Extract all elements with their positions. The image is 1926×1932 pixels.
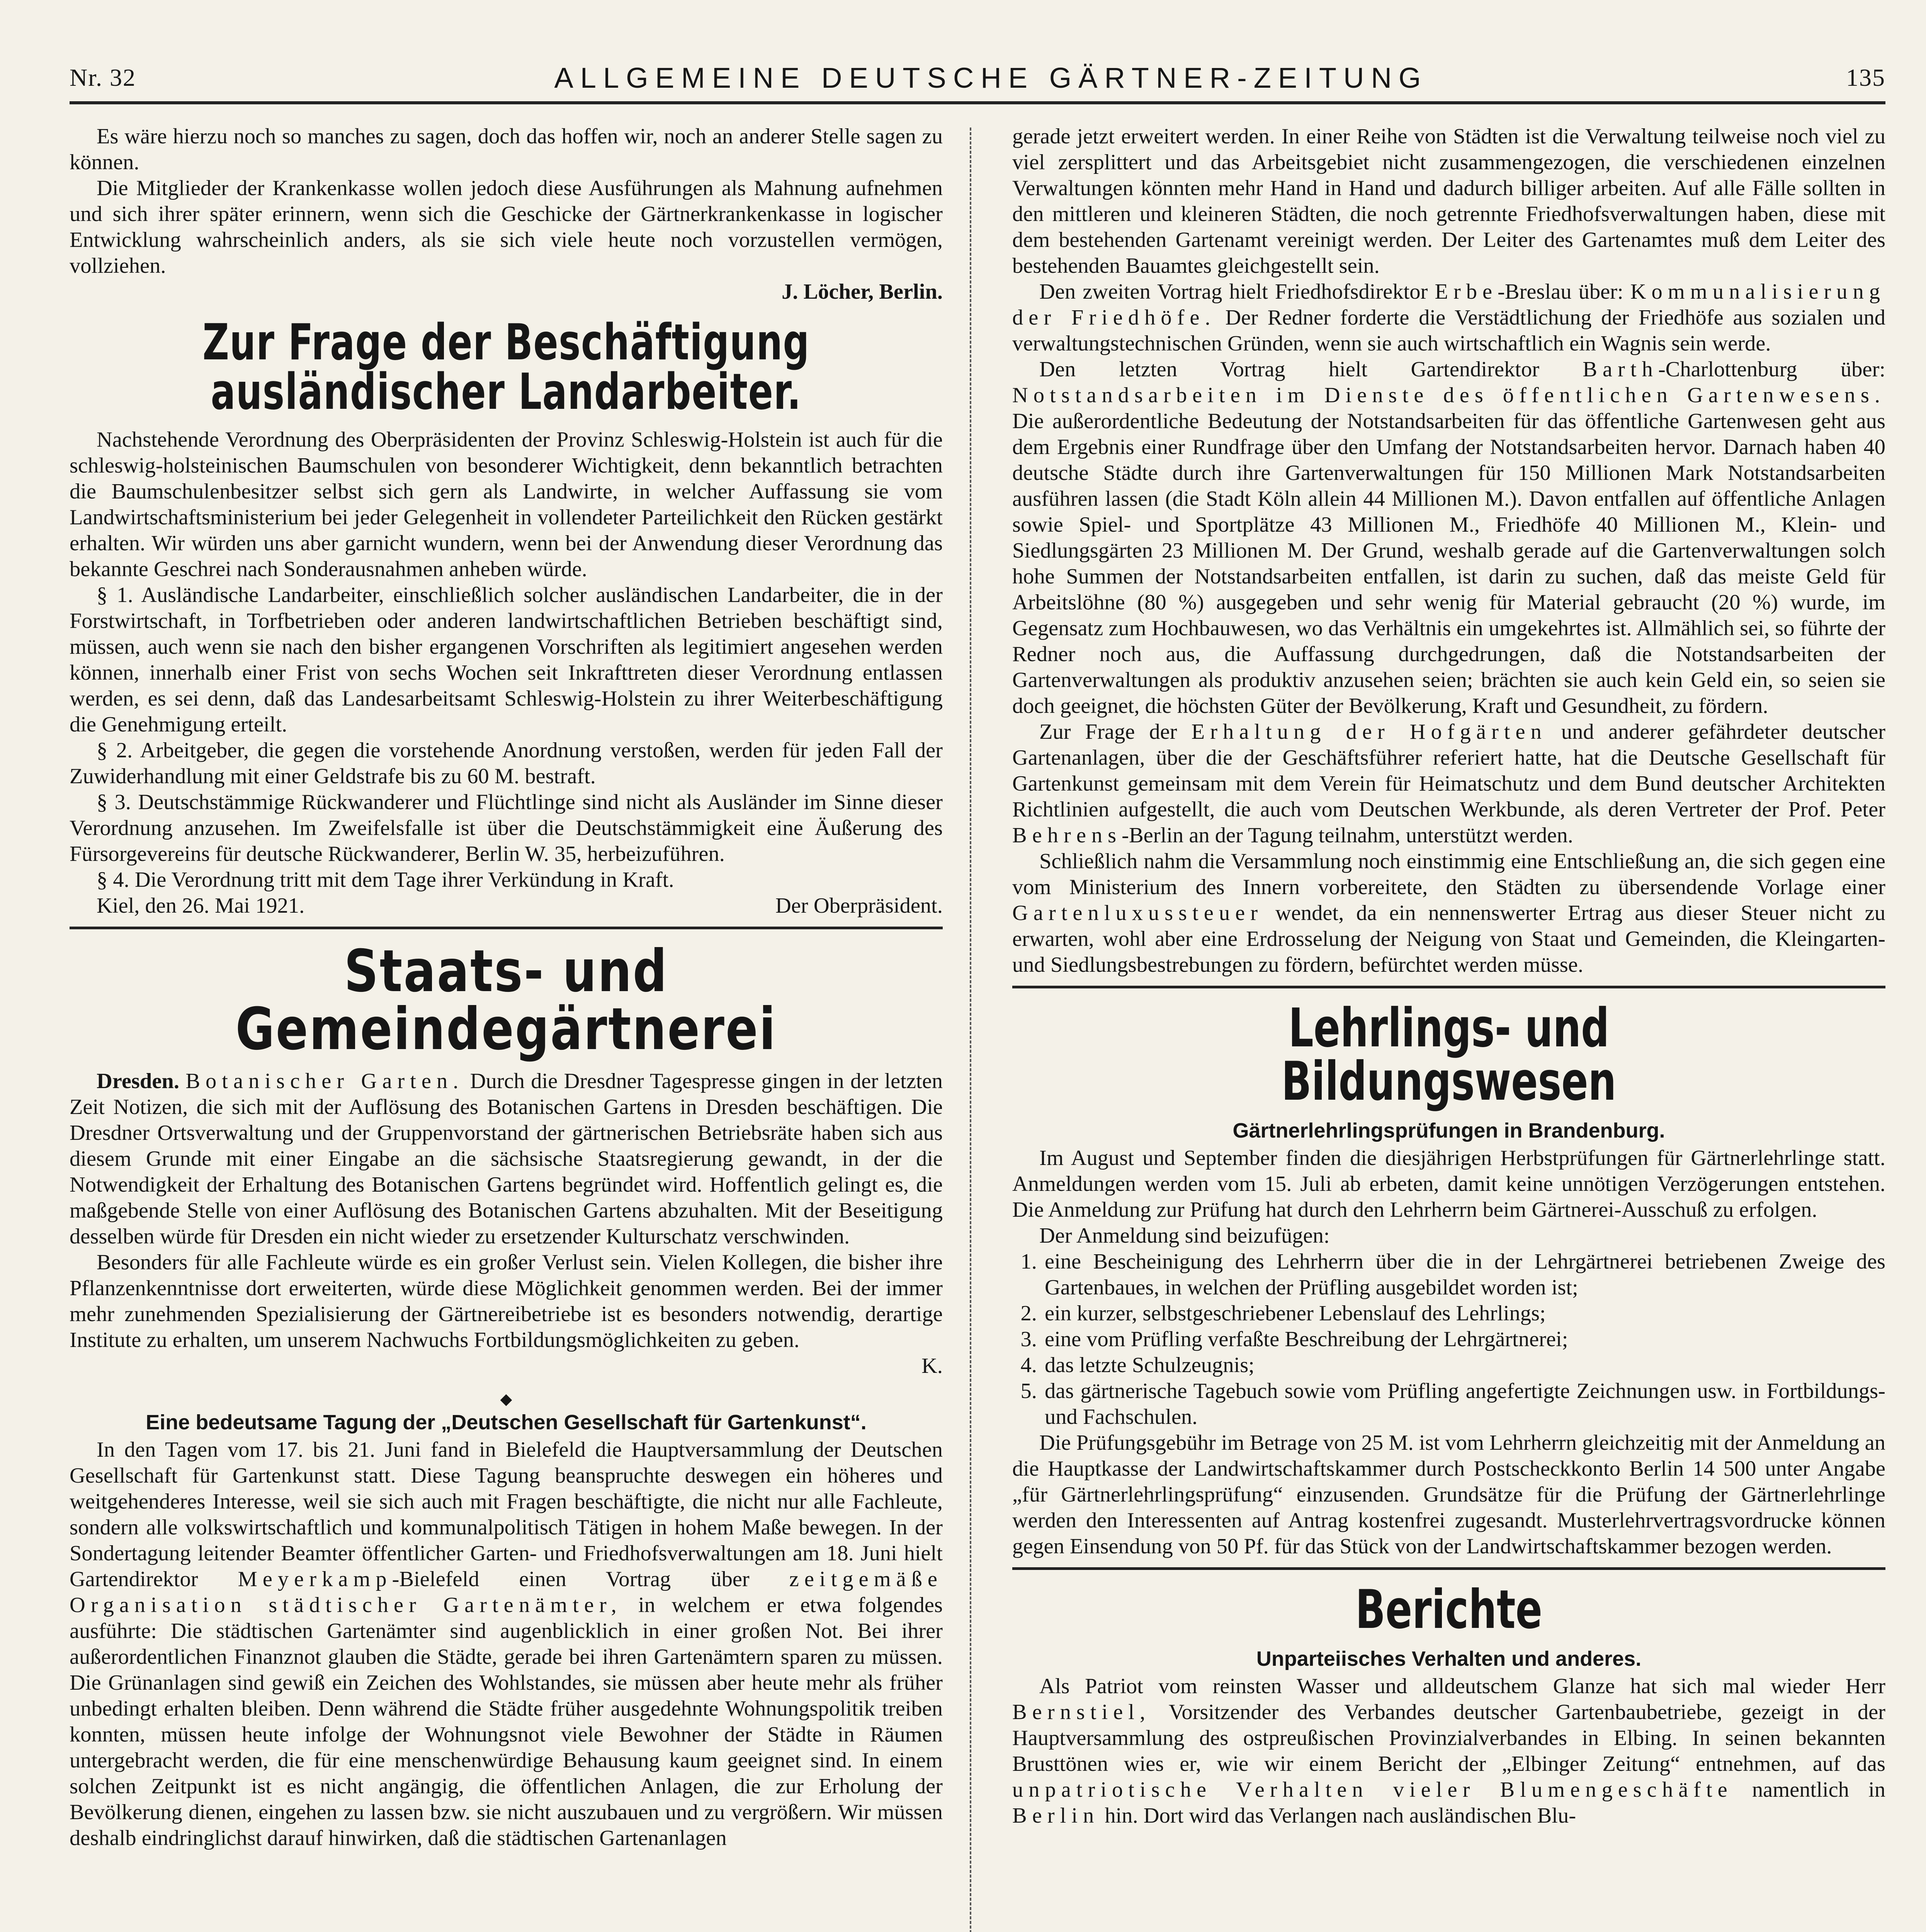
section-rule — [1012, 1567, 1885, 1570]
berichte-text: Vorsitzender des Verbandes deutscher Gartenbaubetriebe, gezeigt in der Hauptversammlung des ostpreußischen Provinzialverbandes in Elbing. In seinen bekannten Brusttönen wies er, wie wir einem Bericht der „Elbinger Zeitung“ entnehmen, auf das — [1012, 1700, 1885, 1776]
page-header — [70, 58, 1885, 104]
intro-paragraph: Es wäre hierzu noch so manches zu sagen, doch das hoffen wir, noch an anderer Stelle sagen zu können. — [70, 124, 943, 174]
tagung-text: Den letzten Vortrag hielt Gartendirektor — [1039, 357, 1540, 381]
section-paragraph: § 4. Die Verordnung tritt mit dem Tage ihrer Verkündung in Kraft. — [97, 868, 674, 892]
tagung-paragraph — [1012, 719, 1885, 849]
talk-topic: Gartenluxussteuer — [1012, 901, 1263, 925]
section-subtitle: Unparteiisches Verhalten und anderes. — [1256, 1647, 1642, 1670]
dresden-text: Besonders für alle Fachleute würde es ein großer Verlust sein. Vielen Kollegen, die bisher ihre Pflanzenkenntnisse dort erweiterten, würde diese Möglichkeit genommen werden. Bei der immer mehr zunehmenden Spezialisierung der Gärtnereibetriebe ist es besonders notwendig, derartige Institute zu erhalten, um unserem Nachwuchs Fortbildungsmöglichkeiten zu geben. — [70, 1250, 943, 1352]
left-column — [70, 124, 943, 1932]
tagung-paragraph — [1012, 849, 1885, 978]
tagung-paragraph — [1012, 279, 1885, 357]
list-item: 3. eine vom Prüfling verfaßte Beschreibung der Lehrgärtnerei; — [1042, 1327, 1885, 1352]
tagung-text: In den Tagen vom 17. bis 21. Juni fand in Bielefeld die Hauptversammlung der Deutschen Gesellschaft für Gartenkunst statt. Diese Tagung beanspruchte deswegen ein höheres und weitgehenderes Interesse, weil sie sich auch mit Fragen beschäftigte, die nicht nur alle Fachleute, sondern alle volkswirtschaftlich und kommunalpolitisch Tätigen in hohem Maße bewegen. In der Sondertagung leitender Beamter öffentlicher Garten- und Friedhofsverwaltungen am 18. Juni hielt Gartendirektor — [70, 1438, 943, 1591]
section-paragraph: § 1. Ausländische Landarbeiter, einschließlich solcher ausländischen Landarbeiter, die in der Forstwirtschaft, in Torfbetrieben oder anderen landwirtschaftlichen Betrieben beschäftigt sind, müssen, auch wenn sie nach den bisher ergangenen Vorschriften als legitimiert angesehen werden können, innerhalb einer Frist von sechs Wochen seit Inkrafttreten dieser Verordnung entlassen werden, es sei denn, daß das Landesarbeitsamt Schleswig-Holstein zu ihrer Weiterbeschäftigung die Genehmigung erteilt. — [70, 583, 943, 736]
section-headline: Staats- und Gemeindegärtnerei — [235, 938, 777, 1063]
tagung-text: -Charlottenburg über: — [1658, 357, 1885, 381]
intro-paragraph: Die Mitglieder der Krankenkasse wollen jedoch diese Ausführungen als Mahnung aufnehmen und sich ihrer später erinnern, wenn sich die Geschicke der Gärtnerkrankenkasse in logischer Entwicklung wahrscheinlich anders, als sie sich viele heute noch vorzustellen vermögen, vollziehen. — [70, 176, 943, 278]
city-name: Berlin — [1012, 1804, 1100, 1828]
tagung-text: -Bielefeld einen Vortrag über — [392, 1567, 750, 1591]
separator-dot: ◆ — [500, 1390, 512, 1408]
talk-topic: Kommunalisierung der Friedhöfe. — [1012, 280, 1885, 330]
right-column — [1012, 124, 1885, 1932]
berichte-text: namentlich in — [1752, 1778, 1885, 1802]
dresden-text: Durch die Dresdner Tagespresse gingen in der letzten Zeit Notizen, die sich mit der Auflösung des Botanischen Gartens in Dresden beschäftigen. Die Dresdner Ortsverwaltung und der Gruppenvorstand der gärtnerischen Betriebsräte haben sich aus diesem Grunde mit einer Eingabe an die sächsische Staatsregierung gewandt, in der die Notwendigkeit der Erhaltung des Botanischen Gartens begründet wird. Hoffentlich gelingt es, die maßgebende Stelle von einer Auflösung des Botanischen Gartens abzuhalten. Mit der Beseitigung desselben würde für Dresden ein nicht wieder zu ersetzender Kulturschatz verschwinden. — [70, 1069, 943, 1248]
lehrling-paragraph: Im August und September finden die diesjährigen Herbstprüfungen für Gärtnerlehrlinge statt. Anmeldungen werden vom 15. Juli ab erbeten, damit keine unnötigen Verzögerungen entstehen. Die Anmeldung zur Prüfung hat durch den Lehrherrn beim Gärtnerei-Ausschuß zu erfolgen. — [1012, 1146, 1885, 1222]
speaker-name: Erbe — [1435, 280, 1498, 304]
decree-signature-line — [70, 893, 943, 919]
section-subtitle: Gärtnerlehrlingsprüfungen in Brandenburg. — [1232, 1119, 1665, 1142]
continued-paragraph: gerade jetzt erweitert werden. In einer Reihe von Städten ist die Verwaltung teilweise noch viel zu viel zersplittert und das Arbeitsgebiet nicht zusammengezogen, die verschiedenen einzelnen Verwaltungen könnten mehr Hand in Hand und dadurch billiger arbeiten. Auf alle Fälle sollten in den mittleren und kleineren Städten, die noch getrennte Friedhofsverwaltungen haben, diese mit dem bestehenden Gartenamt vereinigt werden. Der Leiter des Gartenamtes muß dem Leiter des bestehenden Bauamtes gleichgestellt sein. — [1012, 124, 1885, 278]
column-divider — [970, 128, 971, 1932]
tagung-text: Schließlich nahm die Versammlung noch einstimmig eine Entschließung an, die sich gegen eine vom Ministerium des Innern vorbereitete, den Städten zu übersendende Vorlage einer — [1012, 849, 1885, 899]
requirements-list — [1012, 1249, 1885, 1430]
person-name: Bernstiel, — [1012, 1700, 1151, 1724]
dateline-city: Dresden. — [97, 1069, 179, 1093]
tagung-paragraph — [70, 1437, 943, 1851]
tagung-title: Eine bedeutsame Tagung der „Deutschen Gesellschaft für Gartenkunst“. — [146, 1411, 867, 1434]
section-paragraph: § 2. Arbeitgeber, die gegen die vorstehende Anordnung verstoßen, werden für jeden Fall der Zuwiderhandlung mit einer Geldstrafe bis zu 60 M. bestraft. — [70, 738, 943, 788]
tagung-text: wendet, da ein nennenswerter Ertrag aus dieser Steuer nicht zu erwarten, wohl aber eine Erdrosselung der Neigung von Staat und Gemeinden, die Kleingarten- und Siedlungsbestrebungen zu fördern, befürchtet werden müsse. — [1012, 901, 1885, 977]
tagung-text: -Breslau über: — [1498, 280, 1623, 304]
berichte-text: Als Patriot vom reinsten Wasser und alldeutschem Glanze hat sich mal wieder Herr — [1039, 1674, 1885, 1698]
list-item: 4. das letzte Schulzeugnis; — [1042, 1352, 1885, 1378]
tagung-paragraph — [1012, 357, 1885, 719]
emphasis-phrase: unpatriotische Verhalten vieler Blumengeschäfte — [1012, 1778, 1733, 1802]
dresden-paragraph — [70, 1068, 943, 1250]
section-headline: Lehrlings- und Bildungswesen — [1281, 997, 1617, 1112]
place-date: Kiel, den 26. Mai 1921. — [97, 894, 305, 918]
section-rule — [70, 927, 943, 929]
berichte-paragraph — [1012, 1673, 1885, 1829]
section-paragraph: § 3. Deutschstämmige Rückwanderer und Flüchtlinge sind nicht als Ausländer im Sinne dieser Verordnung anzusehen. Im Zweifelsfalle ist über die Deutschstämmigkeit eine Äußerung des Fürsorgevereins für deutsche Rückwanderer, Berlin W. 35, herbeizuführen. — [70, 790, 943, 866]
list-item: 2. ein kurzer, selbstgeschriebener Lebenslauf des Lehrlings; — [1042, 1301, 1885, 1327]
list-item: 1. eine Bescheinigung des Lehrherrn über die in der Lehrgärtnerei betriebenen Zweige des Gartenbaues, in welchen der Prüfling ausgebildet worden ist; — [1042, 1249, 1885, 1301]
berichte-text: hin. Dort wird das Verlangen nach ausländischen Blu- — [1105, 1804, 1576, 1828]
tagung-text: Der Redner forderte die Verstädtlichung der Friedhöfe aus sozialen und verwaltungstechnischen Gründen, wenn sie auch wirtschaftlich ein Wagnis sein werde. — [1012, 306, 1885, 355]
list-item: 5. das gärtnerische Tagebuch sowie vom Prüfling angefertigte Zeichnungen usw. in Fortbildungs- und Fachschulen. — [1042, 1378, 1885, 1430]
intro-signature-line — [70, 279, 943, 305]
author-signature: J. Löcher, Berlin. — [782, 280, 943, 304]
talk-topic: Erhaltung der Hofgärten — [1191, 720, 1547, 744]
person-name: Behrens — [1012, 823, 1122, 847]
issue-number: Nr. 32 — [70, 64, 136, 91]
article-headline: Zur Frage der Beschäftigung ausländischer Landarbeiter. — [202, 314, 810, 421]
section-rule — [1012, 986, 1885, 988]
dateline-topic: Botanischer Garten. — [185, 1069, 464, 1093]
dresden-signature-line — [70, 1353, 943, 1379]
lehrling-paragraph: Der Anmeldung sind beizufügen: — [1039, 1224, 1330, 1248]
tagung-text: Den zweiten Vortrag hielt Friedhofsdirektor — [1039, 280, 1428, 304]
dresden-para2 — [70, 1250, 943, 1353]
tagung-text: -Berlin an der Tagung teilnahm, unterstützt werden. — [1122, 823, 1573, 847]
dresden-signature: K. — [921, 1354, 943, 1378]
talk-topic: Notstandsarbeiten im Dienste des öffentlichen Gartenwesens. — [1012, 383, 1885, 407]
tagung-text: Die außerordentliche Bedeutung der Notstandsarbeiten für das öffentliche Gartenwesen geht aus dem Ergebnis einer Rundfrage über den Umfang der Notstandsarbeiten hervor. Darnach haben 40 deutsche Städte durch ihre Gartenverwaltungen für 150 Millionen Mark Notstandsarbeiten ausführen lassen (die Stadt Köln allein 44 Millionen M.). Davon entfallen auf öffentliche Anlagen sowie Spiel- und Sportplätze 43 Millionen M., Friedhöfe 40 Millionen M., Klein- und Siedlungsgärten 23 Millionen M. Der Grund, weshalb gerade auf die Gartenverwaltungen solch hohe Summen der Notstandsarbeiten entfallen, ist darin zu suchen, daß das meiste Geld für Arbeitslöhne (80 %) ausgegeben und sehr wenig für Material gebraucht (20 %) wurde, im Gegensatz zum Hochbauwesen, wo das Verhältnis ein umgekehrtes ist. Allmählich sei, so führte der Redner noch aus, die Auffassung durchgedrungen, daß die Notstandsarbeiten der Gartenverwaltungen als produktiv anzusehen seien; brächten sie auch kein Geld ein, so seien sie doch geeignet, die höchsten Güter der Bevölkerung, Kraft und Gesundheit, zu fördern. — [1012, 409, 1885, 718]
talk-topic: zeitgemäße Organisation städtischer Gartenämter, — [70, 1567, 943, 1617]
speaker-name: Meyerkamp — [238, 1567, 392, 1591]
page-number: 135 — [1846, 64, 1885, 91]
tagung-text: Zur Frage der — [1039, 720, 1177, 744]
decree-signer: Der Oberpräsident. — [775, 894, 943, 918]
newspaper-title: ALLGEMEINE DEUTSCHE GÄRTNER-ZEITUNG — [554, 61, 1428, 94]
tagung-text: in welchem er etwa folgendes ausführte: Die städtischen Gartenämter sind augenblicklich in einer großen Not. Bei ihrer außerordentlichen Finanznot glauben die Städte, gerade bei ihren Gartenämtern sparen zu müssen. Die Grünanlagen sind gewiß ein Zeichen des Wohlstandes, sie müssen aber heute mehr als früher unbedingt erhalten bleiben. Denn während die Städte früher ausgedehnte Wohnungspolitik treiben konnten, müssen heute infolge der Wohnungsnot viele Bewohner der Städte in Räumen untergebracht werden, die für eine menschenwürdige Behausung kaum geeignet sind. In einem solchen Zeitpunkt ist es nicht angängig, die öffentlichen Anlagen, die zur Erholung der Bevölkerung dienen, eingehen zu lassen bzw. sie nicht auszubauen und zu vergrößern. Wir müssen deshalb eindringlichst darauf hinwirken, daß die städtischen Gartenanlagen — [70, 1593, 943, 1850]
section-headline: Berichte — [1355, 1578, 1542, 1641]
tagung-text: und anderer gefährdeter deutscher Gartenanlagen, über die der Geschäftsführer referiert hatte, hat die Deutsche Gesellschaft für Gartenkunst gemeinsam mit dem Verein für Heimatschutz und dem Bund deutscher Architekten Richtlinien aufgestellt, die auch vom Deutschen Werkbunde, als deren Vertreter der Prof. Peter — [1012, 720, 1885, 821]
lehrling-paragraph: Die Prüfungsgebühr im Betrage von 25 M. ist vom Lehrherrn gleichzeitig mit der Anmeldung an die Hauptkasse der Landwirtschaftskammer durch Postscheckkonto Berlin 14 500 unter Angabe „für Gärtnerlehrlingsprüfung“ einzusenden. Grundsätze für die Prüfung der Gärtnerlehrlinge werden den Interessenten auf Antrag kostenfrei zugesandt. Musterlehrvertragsvordrucke können gegen Einsendung von 50 Pf. für das Stück von der Landwirtschaftskammer bezogen werden. — [1012, 1431, 1885, 1558]
speaker-name: Barth — [1583, 357, 1658, 381]
article-paragraph: Nachstehende Verordnung des Oberpräsidenten der Provinz Schleswig-Holstein ist auch für die schleswig-holsteinischen Baumschulen von besonderer Wichtigkeit, denn bekanntlich betrachten die Baumschulenbesitzer selbst sich gern als Landwirte, in welcher Auffassung sie vom Landwirtschaftsministerium bei jeder Gelegenheit in vollendeter Parteilichkeit den Rücken gestärkt erhalten. Wir würden uns aber garnicht wundern, wenn bei der Anwendung dieser Verordnung das bekannte Geschrei nach Sonderausnahmen anheben würde. — [70, 428, 943, 581]
